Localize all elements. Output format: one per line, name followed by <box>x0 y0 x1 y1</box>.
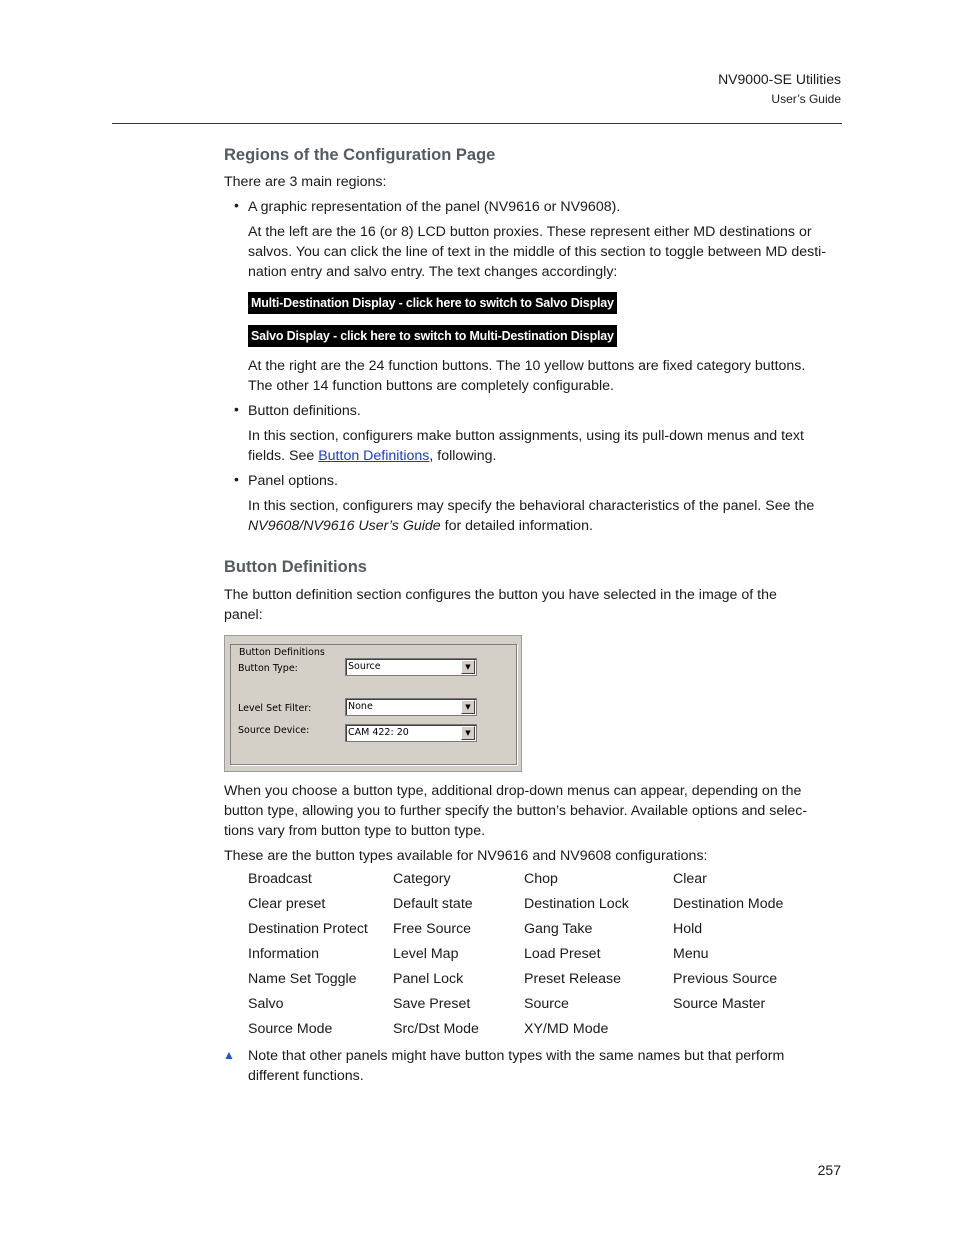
button-types-table <box>248 871 842 1046</box>
button-type-cell: XY/MD Mode <box>524 1021 609 1037</box>
intro-text: There are 3 main regions: <box>224 174 387 190</box>
paragraph-panel-options-line: In this section, configurers may specify the behavioral characteristics of the panel. See the <box>248 498 815 514</box>
running-header-title: NV9000-SE Utilities <box>718 71 841 87</box>
button-type-cell: Chop <box>524 871 558 887</box>
button-type-cell: Level Map <box>393 946 459 962</box>
chevron-down-icon[interactable]: ▼ <box>461 700 475 714</box>
button-type-cell: Destination Lock <box>524 896 629 912</box>
button-definition-intro-line: panel: <box>224 607 263 623</box>
see-prefix: fields. See <box>248 448 319 464</box>
button-type-explanation-line: button type, allowing you to further specify the button’s behavior. Available options and selec- <box>224 803 808 819</box>
paragraph-lcd-proxies-line: salvos. You can click the line of text in the middle of this section to toggle between MD desti- <box>248 244 827 260</box>
button-type-cell: Source <box>524 996 569 1012</box>
button-type-cell: Broadcast <box>248 871 312 887</box>
button-type-value: Source <box>348 661 381 672</box>
note-text-line: different functions. <box>248 1068 364 1084</box>
note-text-line: Note that other panels might have button types with the same names but that perform <box>248 1048 785 1064</box>
bullet-panel-options: Panel options. <box>248 473 338 489</box>
button-type-cell: Source Mode <box>248 1021 333 1037</box>
button-type-select[interactable] <box>345 658 477 676</box>
bullet-button-definitions: Button definitions. <box>248 403 361 419</box>
button-type-cell: Name Set Toggle <box>248 971 357 987</box>
detailed-info-suffix: for detailed information. <box>440 518 593 534</box>
bullet-graphic-representation: A graphic representation of the panel (NV9616 or NV9608). <box>248 199 621 215</box>
heading-button-definitions: Button Definitions <box>224 558 367 576</box>
button-type-explanation-line: When you choose a button type, additional drop-down menus can appear, depending on the <box>224 783 802 799</box>
button-type-cell: Source Master <box>673 996 766 1012</box>
button-type-cell: Previous Source <box>673 971 778 987</box>
md-display-toggle[interactable]: Multi-Destination Display - click here to switch to Salvo Display <box>248 292 617 314</box>
bullet-marker: • <box>234 471 239 487</box>
bullet-marker: • <box>234 197 239 213</box>
button-type-cell: Menu <box>673 946 709 962</box>
salvo-display-toggle[interactable]: Salvo Display - click here to switch to Multi-Destination Display <box>248 325 617 347</box>
source-device-value: CAM 422: 20 <box>348 727 409 738</box>
button-type-cell: Load Preset <box>524 946 601 962</box>
button-definitions-dialog <box>224 635 522 772</box>
paragraph-function-buttons-line: The other 14 function buttons are completely configurable. <box>248 378 614 394</box>
button-types-intro: These are the button types available for NV9616 and NV9608 configurations: <box>224 848 708 864</box>
button-type-label: Button Type: <box>238 663 298 674</box>
button-type-cell: Clear <box>673 871 707 887</box>
level-set-filter-label: Level Set Filter: <box>238 703 312 714</box>
button-definitions-link[interactable]: Button Definitions <box>318 448 430 464</box>
button-type-cell: Clear preset <box>248 896 326 912</box>
button-type-cell: Panel Lock <box>393 971 464 987</box>
paragraph-panel-options-line <box>248 516 593 536</box>
button-type-cell: Src/Dst Mode <box>393 1021 479 1037</box>
groupbox-title: Button Definitions <box>239 647 325 658</box>
button-type-cell: Hold <box>673 921 703 937</box>
button-type-explanation-line: tions vary from button type to button type. <box>224 823 486 839</box>
button-definition-intro-line: The button definition section configures the button you have selected in the image of the <box>224 587 777 603</box>
button-type-cell: Destination Protect <box>248 921 368 937</box>
heading-regions: Regions of the Configuration Page <box>224 146 496 164</box>
bullet-marker: • <box>234 401 239 417</box>
paragraph-lcd-proxies-line: At the left are the 16 (or 8) LCD button proxies. These represent either MD destinations or <box>248 224 812 240</box>
button-type-cell: Save Preset <box>393 996 471 1012</box>
button-type-cell: Information <box>248 946 319 962</box>
button-type-cell: Salvo <box>248 996 284 1012</box>
following-suffix: , following. <box>429 448 497 464</box>
level-set-filter-value: None <box>348 701 373 712</box>
button-type-cell: Gang Take <box>524 921 593 937</box>
level-set-filter-select[interactable] <box>345 698 477 716</box>
chevron-down-icon[interactable]: ▼ <box>461 660 475 674</box>
chevron-down-icon[interactable]: ▼ <box>461 726 475 740</box>
note-triangle-icon: ▲ <box>223 1048 235 1062</box>
button-type-cell: Destination Mode <box>673 896 784 912</box>
source-device-label: Source Device: <box>238 725 310 736</box>
paragraph-button-assignments-line: In this section, configurers make button assignments, using its pull-down menus and text <box>248 428 804 444</box>
running-header-subtitle: User’s Guide <box>771 92 841 106</box>
paragraph-lcd-proxies-line: nation entry and salvo entry. The text changes accordingly: <box>248 264 618 280</box>
source-device-select[interactable] <box>345 724 477 742</box>
button-type-cell: Default state <box>393 896 473 912</box>
button-definitions-groupbox <box>230 644 517 765</box>
page-number: 257 <box>817 1162 841 1178</box>
button-type-cell: Preset Release <box>524 971 621 987</box>
paragraph-button-assignments-line <box>248 446 496 466</box>
button-type-cell: Free Source <box>393 921 472 937</box>
user-guide-title: NV9608/NV9616 User’s Guide <box>248 518 441 534</box>
paragraph-function-buttons-line: At the right are the 24 function buttons. The 10 yellow buttons are fixed category buttons. <box>248 358 806 374</box>
header-divider <box>112 123 842 124</box>
button-type-cell: Category <box>393 871 451 887</box>
